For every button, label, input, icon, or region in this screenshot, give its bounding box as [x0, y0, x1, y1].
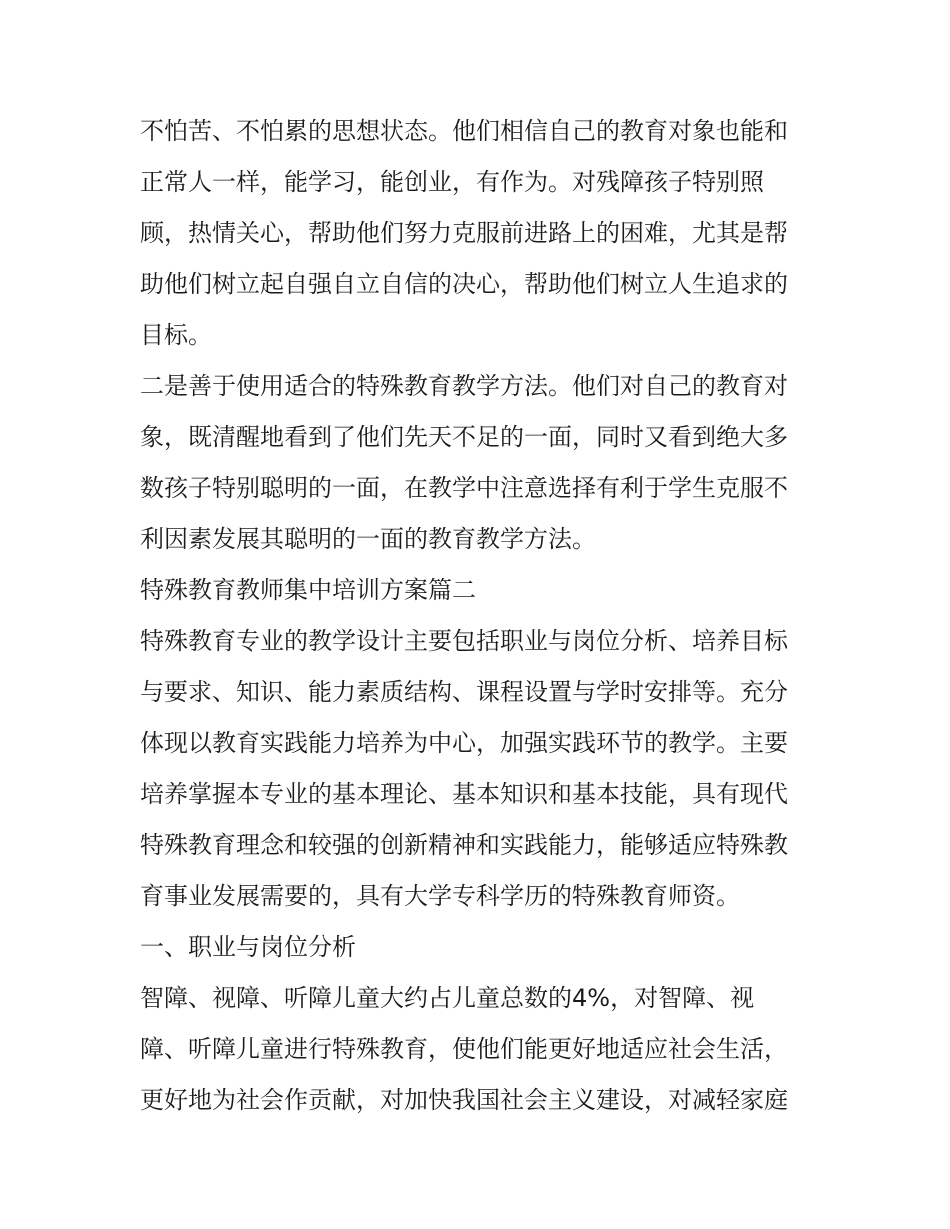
text-line: 助他们树立起自强自立自信的决心，帮助他们树立人生追求的 — [140, 270, 788, 298]
text-line: 数孩子特别聪明的一面，在教学中注意选择有利于学生克服不 — [140, 474, 788, 502]
subsection-heading: 一、职业与岗位分析 — [140, 933, 356, 961]
text-line: 育事业发展需要的，具有大学专科学历的特殊教育师资。 — [140, 882, 740, 910]
text-line: 象，既清醒地看到了他们先天不足的一面，同时又看到绝大多 — [140, 423, 788, 451]
text-line: 智障、视障、听障儿童大约占儿童总数的4%，对智障、视 — [140, 984, 755, 1012]
text-line: 特殊教育理念和较强的创新精神和实践能力，能够适应特殊教 — [140, 831, 788, 859]
text-line: 更好地为社会作贡献，对加快我国社会主义建设，对减轻家庭 — [140, 1086, 788, 1114]
text-line: 培养掌握本专业的基本理论、基本知识和基本技能，具有现代 — [140, 780, 788, 808]
text-line: 特殊教育专业的教学设计主要包括职业与岗位分析、培养目标 — [140, 627, 788, 655]
body-text — [140, 106, 820, 1126]
text-line: 障、听障儿童进行特殊教育，使他们能更好地适应社会生活， — [140, 1035, 788, 1063]
text-line: 二是善于使用适合的特殊教育教学方法。他们对自己的教育对 — [140, 372, 788, 400]
text-line: 与要求、知识、能力素质结构、课程设置与学时安排等。充分 — [140, 678, 788, 706]
section-heading: 特殊教育教师集中培训方案篇二 — [140, 576, 476, 604]
text-line: 顾，热情关心，帮助他们努力克服前进路上的困难，尤其是帮 — [140, 219, 788, 247]
text-line: 正常人一样，能学习，能创业，有作为。对残障孩子特别照 — [140, 168, 764, 196]
text-line: 目标。 — [140, 321, 212, 349]
text-line: 体现以教育实践能力培养为中心，加强实践环节的教学。主要 — [140, 729, 788, 757]
text-line: 利因素发展其聪明的一面的教育教学方法。 — [140, 525, 596, 553]
text-line: 不怕苦、不怕累的思想状态。他们相信自己的教育对象也能和 — [140, 117, 788, 145]
